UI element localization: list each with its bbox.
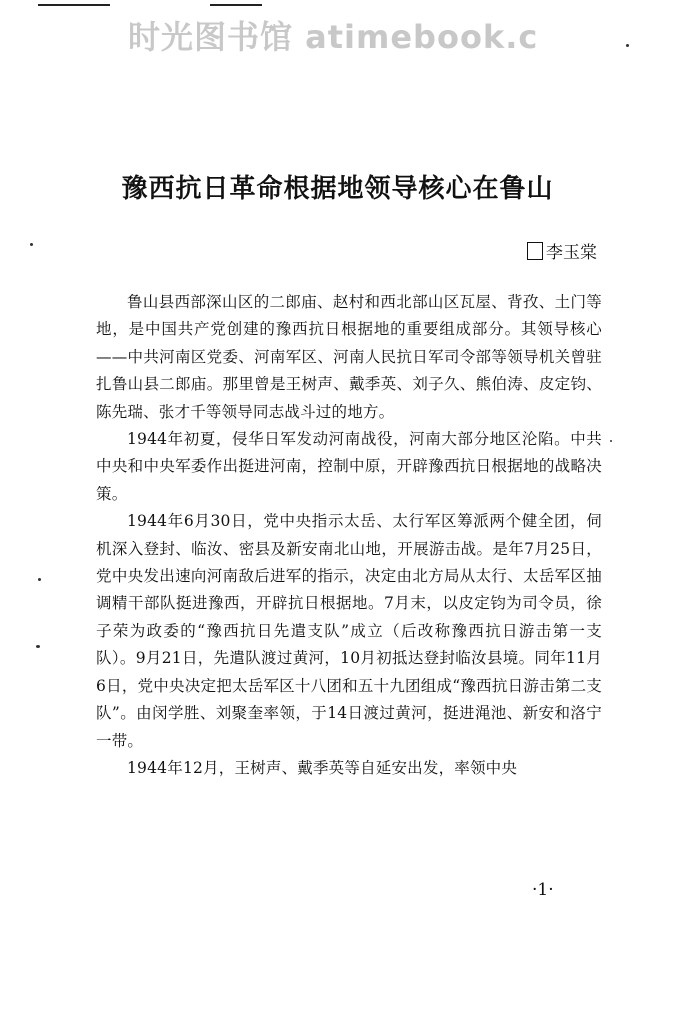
author-line xyxy=(527,238,597,263)
article-body xyxy=(96,289,602,782)
paragraph: 1944年6月30日，党中央指示太岳、太行军区筹派两个健全团，伺机深入登封、临汝、密县及新安南北山地，开展游击战。是年7月25日，党中央发出速向河南敌后进军的指示，决定由北方局从太行、太岳军区抽调精干部队挺进豫西，开辟抗日根据地。7月末，以皮定钧为司令员，徐子荣为政委的“豫西抗日先遣支队”成立（后改称豫西抗日游击第一支队）。9月21日，先遣队渡过黄河，10月初抵达登封临汝县境。同年11月6日，党中央决定把太岳军区十八团和五十九团组成“豫西抗日游击第二支队”。由闵学胜、刘聚奎率领，于14日渡过黄河，挺进渑池、新安和洛宁一带。 xyxy=(96,512,602,750)
paragraph: 1944年初夏，侵华日军发动河南战役，河南大部分地区沦陷。中共中央和中央军委作出挺进河南，控制中原，开辟豫西抗日根据地的战略决策。 xyxy=(96,430,602,503)
article-title: 豫西抗日革命根据地领导核心在鲁山 xyxy=(121,174,554,204)
page-number: ·1· xyxy=(532,880,554,900)
watermark: 时光图书馆 atimebook.c xyxy=(128,18,539,56)
scan-speck xyxy=(36,645,40,648)
scan-speck xyxy=(610,440,612,442)
top-rule-right xyxy=(210,4,262,6)
author-box-mark xyxy=(527,242,543,260)
scan-speck xyxy=(38,578,41,581)
top-rule-left xyxy=(38,4,110,6)
paragraph: 鲁山县西部深山区的二郎庙、赵村和西北部山区瓦屋、背孜、土门等地，是中国共产党创建的豫西抗日根据地的重要组成部分。其领导核心——中共河南区党委、河南军区、河南人民抗日军司令部等领导机关曾驻扎鲁山县二郎庙。那里曾是王树声、戴季英、刘子久、熊伯涛、皮定钧、陈先瑞、张才千等领导同志战斗过的地方。 xyxy=(96,293,602,421)
author-name: 李玉棠 xyxy=(546,243,597,263)
paragraph: 1944年12月，王树声、戴季英等自延安出发，率领中央 xyxy=(127,758,518,777)
scan-speck xyxy=(626,44,629,47)
scan-speck xyxy=(30,243,33,246)
